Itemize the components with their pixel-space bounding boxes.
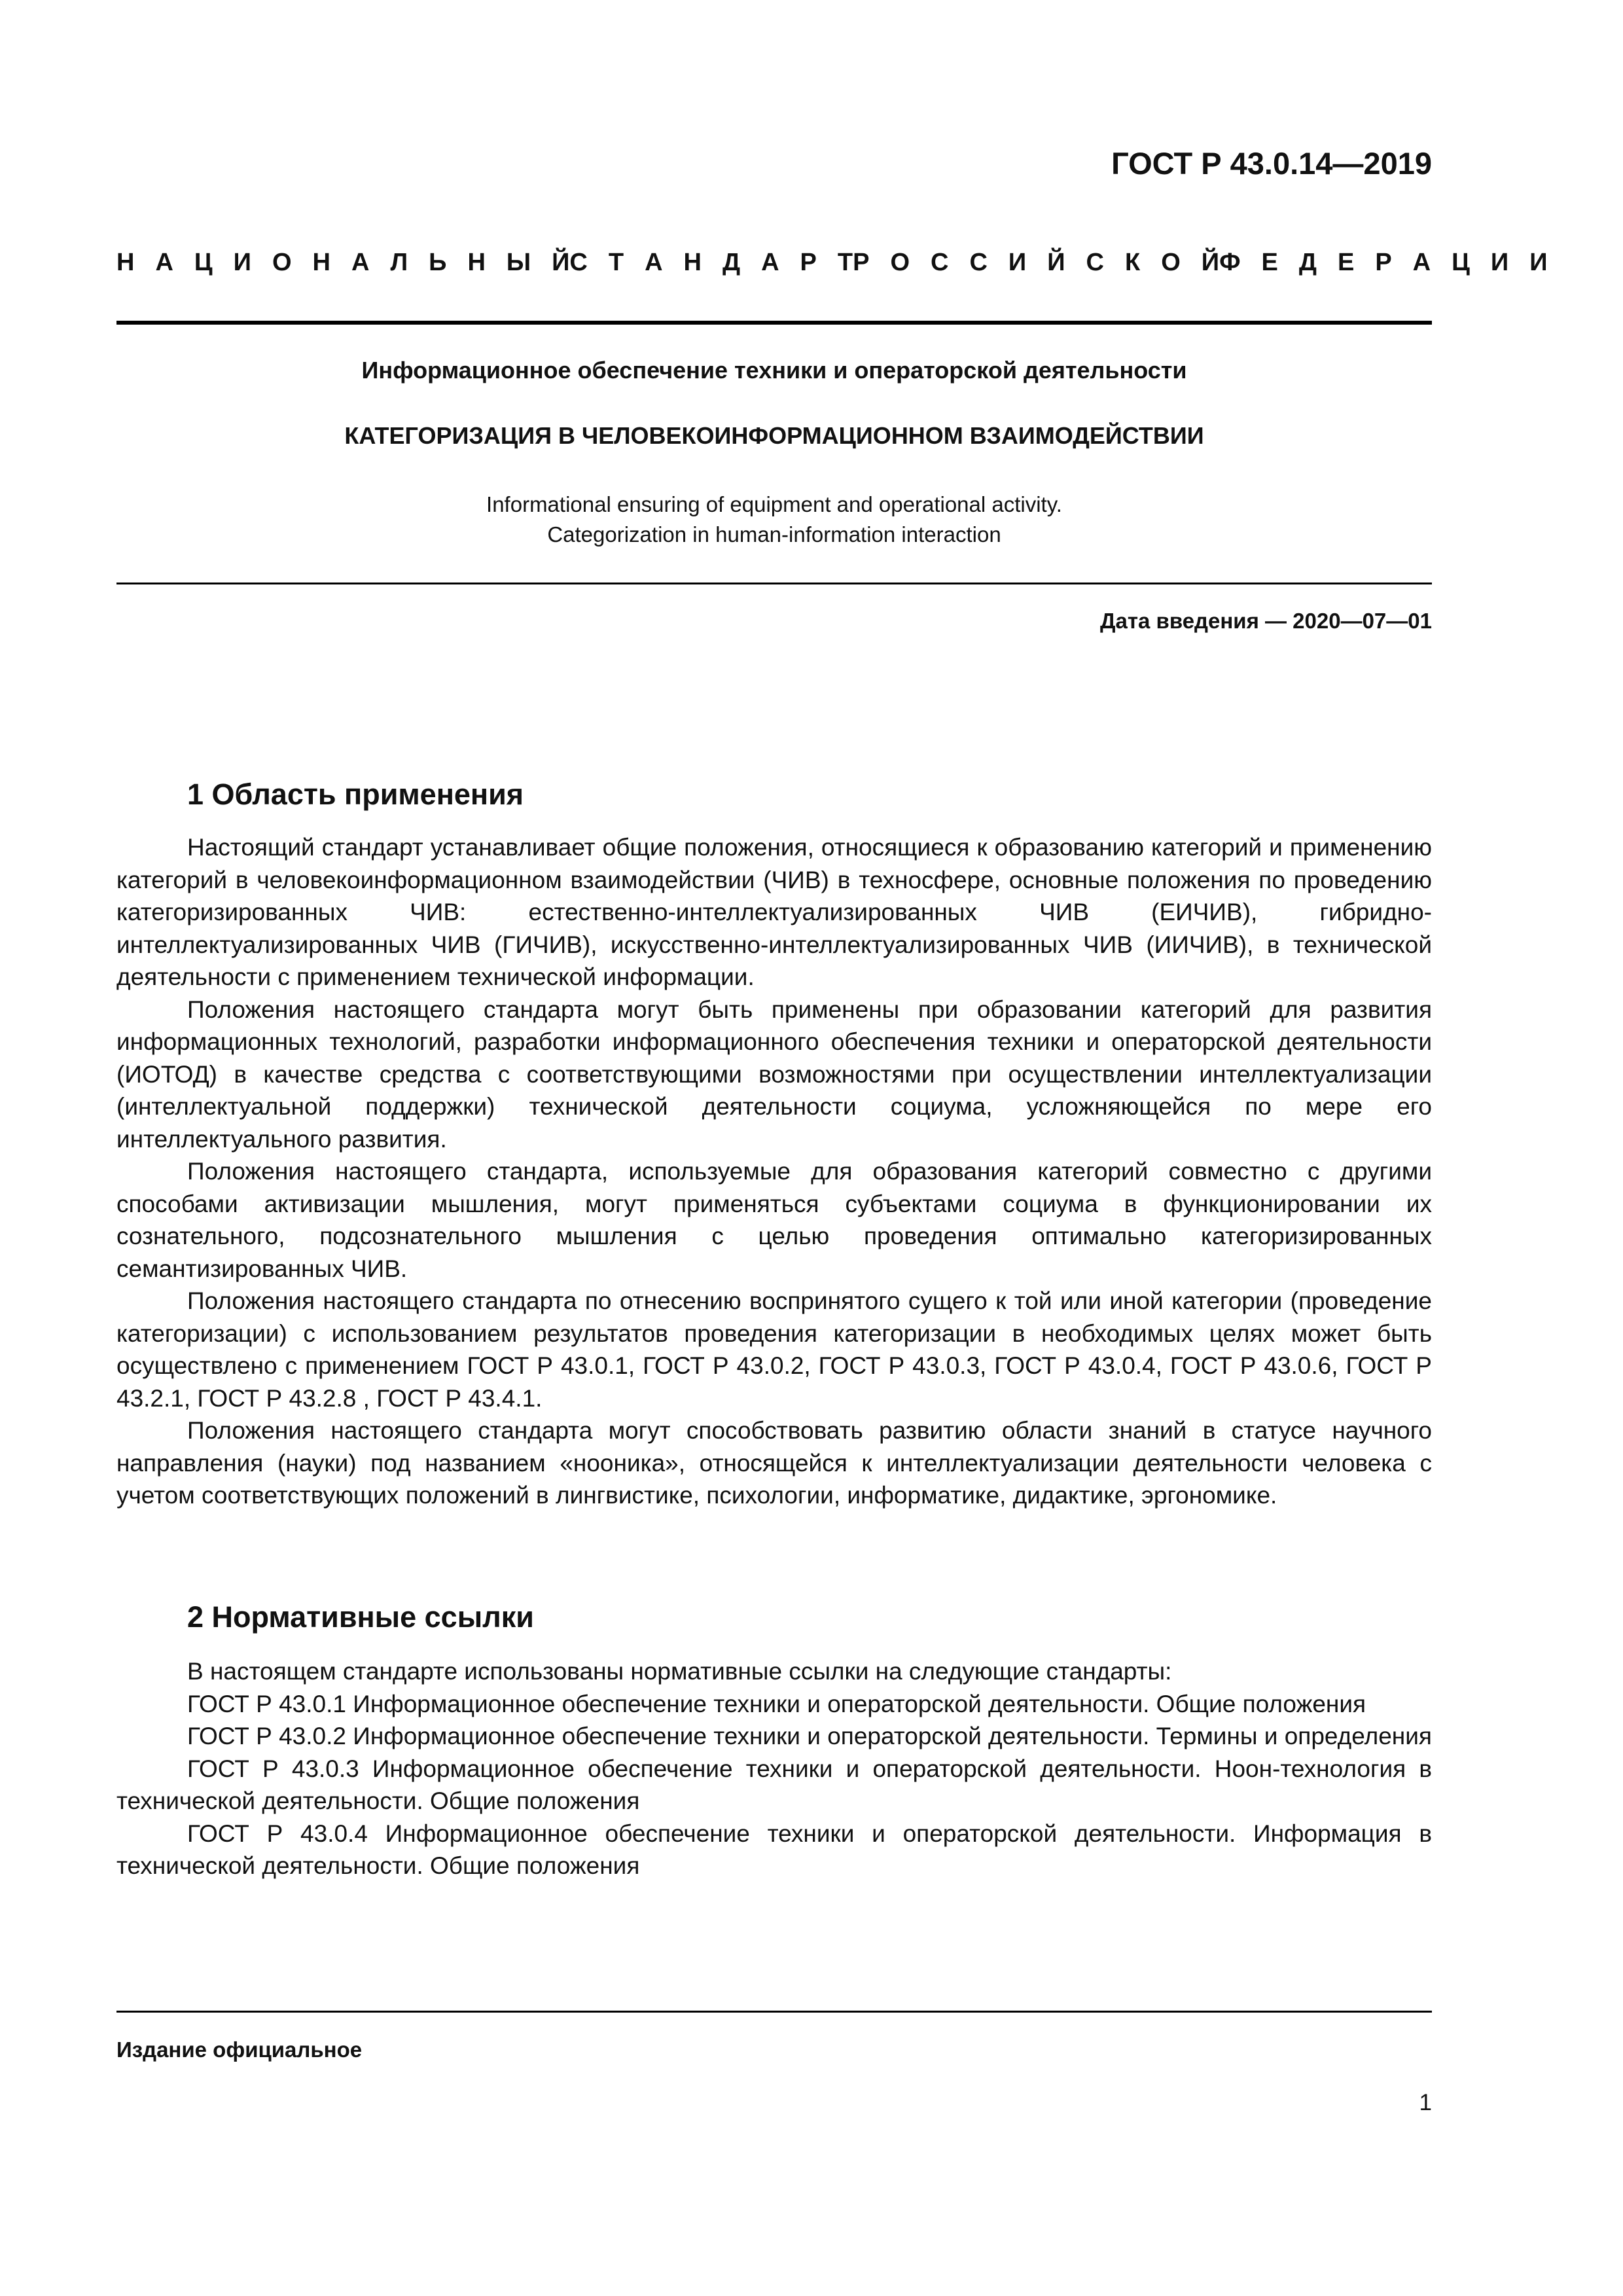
footer-divider	[116, 2011, 1432, 2013]
banner-letter: А	[761, 249, 779, 276]
edition-label: Издание официальное	[116, 2037, 363, 2062]
banner-letter: Ь	[429, 249, 447, 276]
banner-letter: Н	[683, 249, 702, 276]
banner-letter: С	[1086, 249, 1104, 276]
banner-letter: И	[1529, 249, 1548, 276]
banner-letter: Р	[853, 249, 870, 276]
reference-item: ГОСТ Р 43.0.2 Информационное обеспечение техники и операторской деятельности. Термины и определения	[187, 1723, 1432, 1749]
banner-letter: О	[1161, 249, 1181, 276]
english-title-line: Informational ensuring of equipment and operational activity.	[486, 492, 1062, 516]
page-number: 1	[1419, 2090, 1432, 2115]
banner-letter: Е	[1261, 249, 1278, 276]
banner-letter: Ц	[1452, 249, 1470, 276]
paragraph: Настоящий стандарт устанавливает общие положения, относящиеся к образованию категорий и применению категорий в человекоинформационном взаимодействии (ЧИВ) в техносфере, основные положения по проведению категоризированных ЧИВ: естественно-интеллектуализированных ЧИВ (ЕИЧИВ), гибридно-интеллектуализированных ЧИВ (ГИЧИВ), искусственно-интеллектуализированных ЧИВ (ИИЧИВ), в технической деятельности с применением технической информации.	[116, 834, 1432, 990]
banner-word	[853, 249, 1219, 277]
paragraph: В настоящем стандарте использованы нормативные ссылки на следующие стандарты:	[187, 1658, 1172, 1685]
banner-letter: Р	[800, 249, 817, 276]
banner-letter: К	[1125, 249, 1141, 276]
banner-letter: О	[272, 249, 292, 276]
reference-item: ГОСТ Р 43.0.4 Информационное обеспечение техники и операторской деятельности. Информация в технической деятельности. Общие положения	[116, 1820, 1432, 1879]
banner-letter: Р	[1375, 249, 1392, 276]
section-body	[116, 1655, 1432, 1882]
paragraph: Положения настоящего стандарта, используемые для образования категорий совместно с другими способами активизации мышления, могут применяться субъектами социума в функционировании их сознательного, подсознательного мышления с целью проведения оптимально категоризированных семантизированных ЧИВ.	[116, 1158, 1432, 1282]
english-title	[116, 490, 1432, 550]
standard-code: ГОСТ Р 43.0.14—2019	[1111, 146, 1432, 181]
banner-word	[116, 249, 569, 277]
top-divider	[116, 321, 1432, 325]
banner-word	[569, 249, 853, 277]
banner-letter: Й	[1201, 249, 1220, 276]
banner-letter: И	[1490, 249, 1509, 276]
banner-letter: Н	[312, 249, 330, 276]
banner-letter: Ы	[506, 249, 531, 276]
banner-letter: Й	[552, 249, 570, 276]
banner-letter: И	[233, 249, 251, 276]
banner-letter: С	[969, 249, 988, 276]
reference-item: ГОСТ Р 43.0.3 Информационное обеспечение техники и операторской деятельности. Ноон-технология в технической деятельности. Общие положения	[116, 1755, 1432, 1814]
section-scope	[116, 778, 1432, 1512]
banner-letter: А	[155, 249, 173, 276]
document-subtitle: КАТЕГОРИЗАЦИЯ В ЧЕЛОВЕКОИНФОРМАЦИОННОМ ВЗАИМОДЕЙСТВИИ	[344, 422, 1204, 449]
banner-letter: С	[931, 249, 949, 276]
banner-letter: Ф	[1219, 249, 1241, 276]
banner-letter: Д	[1298, 249, 1317, 276]
banner-letter: Д	[722, 249, 741, 276]
banner-letter: А	[645, 249, 663, 276]
paragraph: Положения настоящего стандарта могут способствовать развитию области знаний в статусе научного направления (науки) под названием «нооника», относящейся к интеллектуализации деятельности человека с учетом соответствующих положений в лингвистике, психологии, информатике, дидактике, эргономике.	[116, 1417, 1432, 1509]
section-normative-references	[116, 1600, 1432, 1882]
reference-item: ГОСТ Р 43.0.1 Информационное обеспечение техники и операторской деятельности. Общие положения	[187, 1690, 1366, 1717]
banner-word	[1219, 249, 1547, 277]
banner-letter: Е	[1337, 249, 1355, 276]
paragraph: Положения настоящего стандарта по отнесению воспринятого сущего к той или иной категории (проведение категоризации) с использованием результатов проведения категоризации в необходимых целях может быть осуществлено с применением ГОСТ Р 43.0.1, ГОСТ Р 43.0.2, ГОСТ Р 43.0.3, ГОСТ Р 43.0.4, ГОСТ Р 43.0.6, ГОСТ Р 43.2.1, ГОСТ Р 43.2.8 , ГОСТ Р 43.4.1.	[116, 1287, 1432, 1412]
banner-letter: А	[351, 249, 370, 276]
banner-letter: И	[1008, 249, 1027, 276]
title-divider	[116, 583, 1432, 584]
banner-letter: Н	[116, 249, 135, 276]
document-title: Информационное обеспечение техники и операторской деятельности	[361, 357, 1187, 384]
introduction-date: Дата введения — 2020—07—01	[1100, 609, 1432, 633]
section-heading: 1 Область применения	[187, 778, 524, 811]
english-title-line: Categorization in human-information interaction	[547, 522, 1001, 547]
banner-letter: О	[890, 249, 910, 276]
paragraph: Положения настоящего стандарта могут быть применены при образовании категорий для развития информационных технологий, разработки информационного обеспечения техники и операторской деятельности (ИОТОД) в качестве средства с соответствующими возможностями при осуществлении интеллектуализации (интеллектуальной поддержки) технической деятельности социума, усложняющейся по мере его интеллектуального развития.	[116, 996, 1432, 1153]
banner-letter: Т	[608, 249, 624, 276]
banner-letter: Н	[467, 249, 486, 276]
banner-letter: Й	[1047, 249, 1065, 276]
banner-letter: Л	[390, 249, 408, 276]
banner-letter: С	[569, 249, 588, 276]
banner-letter: Ц	[194, 249, 213, 276]
banner-letter: А	[1412, 249, 1431, 276]
national-standard-banner	[116, 249, 1548, 277]
section-body	[116, 831, 1432, 1512]
section-heading: 2 Нормативные ссылки	[187, 1600, 534, 1634]
banner-letter: Т	[837, 249, 853, 276]
